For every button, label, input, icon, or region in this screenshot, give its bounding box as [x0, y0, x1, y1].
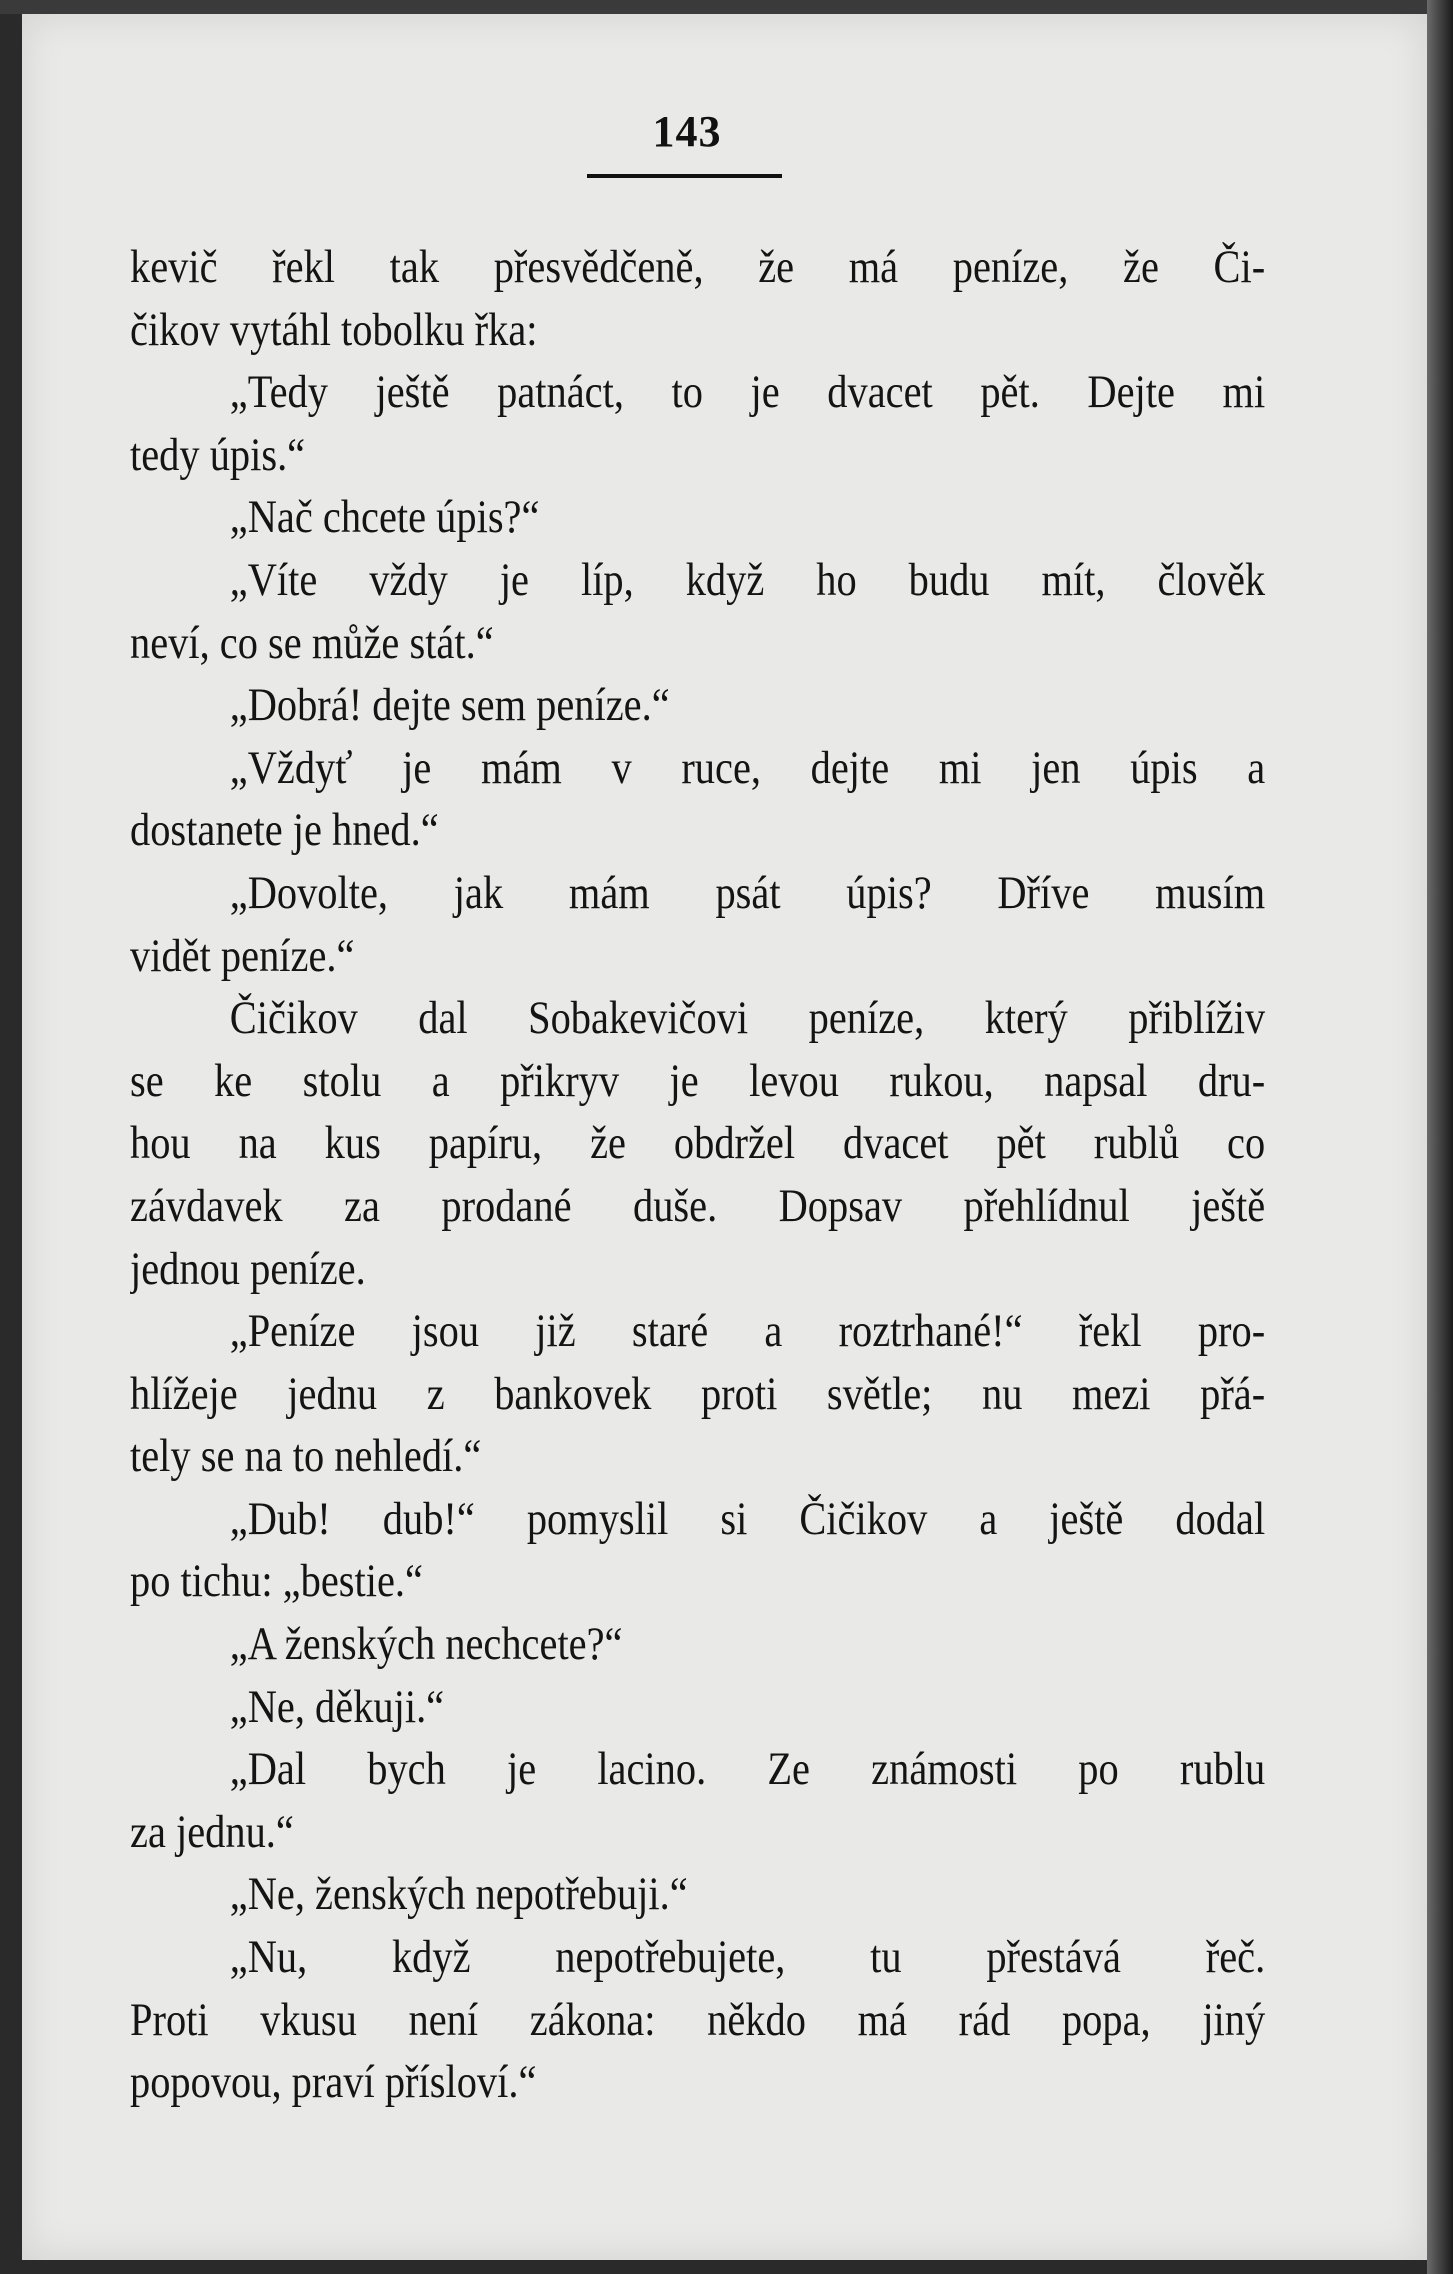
- text-line: „Vždyť je mám v ruce, dejte mi jen úpis a: [229, 741, 1266, 794]
- scan-top-edge: [0, 0, 1453, 14]
- text-line: po tichu: „bestie.“: [130, 1555, 423, 1608]
- text-line: Čičikov dal Sobakevičovi peníze, který přiblíživ: [229, 992, 1266, 1045]
- text-line: závdavek za prodané duše. Dopsav přehlídnul ještě: [130, 1179, 1266, 1232]
- text-line: tedy úpis.“: [130, 428, 306, 481]
- page-number-rule: [587, 174, 782, 178]
- text-line: vidět peníze.“: [130, 929, 355, 982]
- book-page: [22, 14, 1427, 2260]
- text-line: „Dobrá! dejte sem peníze.“: [229, 679, 670, 732]
- text-line: „Ne, děkuji.“: [229, 1680, 445, 1733]
- scan-right-edge: [1427, 0, 1453, 2274]
- text-line: „Nu, když nepotřebujete, tu přestává řeč.: [229, 1931, 1266, 1984]
- text-line: dostanete je hned.“: [130, 804, 439, 857]
- text-line: „Dovolte, jak mám psát úpis? Dříve musím: [229, 866, 1266, 919]
- text-line: tely se na to nehledí.“: [130, 1430, 482, 1483]
- text-line: „A ženských nechcete?“: [229, 1618, 623, 1671]
- text-line: se ke stolu a přikryv je levou rukou, napsal dru-: [130, 1054, 1266, 1107]
- text-line: čikov vytáhl tobolku řka:: [130, 303, 538, 356]
- text-line: „Dub! dub!“ pomyslil si Čičikov a ještě dodal: [229, 1492, 1266, 1545]
- text-line: Proti vkusu není zákona: někdo má rád popa, jiný: [130, 1993, 1266, 2046]
- text-line: kevič řekl tak přesvědčeně, že má peníze, že Či-: [130, 241, 1266, 293]
- text-line: „Víte vždy je líp, když ho budu mít, člověk: [229, 553, 1266, 606]
- text-line: „Nač chcete úpis?“: [229, 491, 540, 544]
- text-line: hlížeje jednu z bankovek proti světle; nu mezi přá-: [130, 1367, 1266, 1420]
- text-line: „Dal bych je lacino. Ze známosti po rublu: [229, 1743, 1266, 1796]
- text-line: „Peníze jsou již staré a roztrhané!“ řekl pro-: [229, 1305, 1266, 1358]
- body-text: [130, 236, 1265, 2114]
- page-number: 143: [652, 107, 722, 156]
- text-line: jednou peníze.: [130, 1242, 366, 1295]
- text-line: neví, co se může stát.“: [130, 616, 494, 669]
- text-line: popovou, praví přísloví.“: [130, 2056, 537, 2109]
- text-line: za jednu.“: [130, 1805, 294, 1858]
- text-line: hou na kus papíru, že obdržel dvacet pět rublů co: [130, 1117, 1266, 1170]
- text-line: „Tedy ještě patnáct, to je dvacet pět. Dejte mi: [229, 366, 1266, 419]
- text-line: „Ne, ženských nepotřebuji.“: [229, 1868, 688, 1921]
